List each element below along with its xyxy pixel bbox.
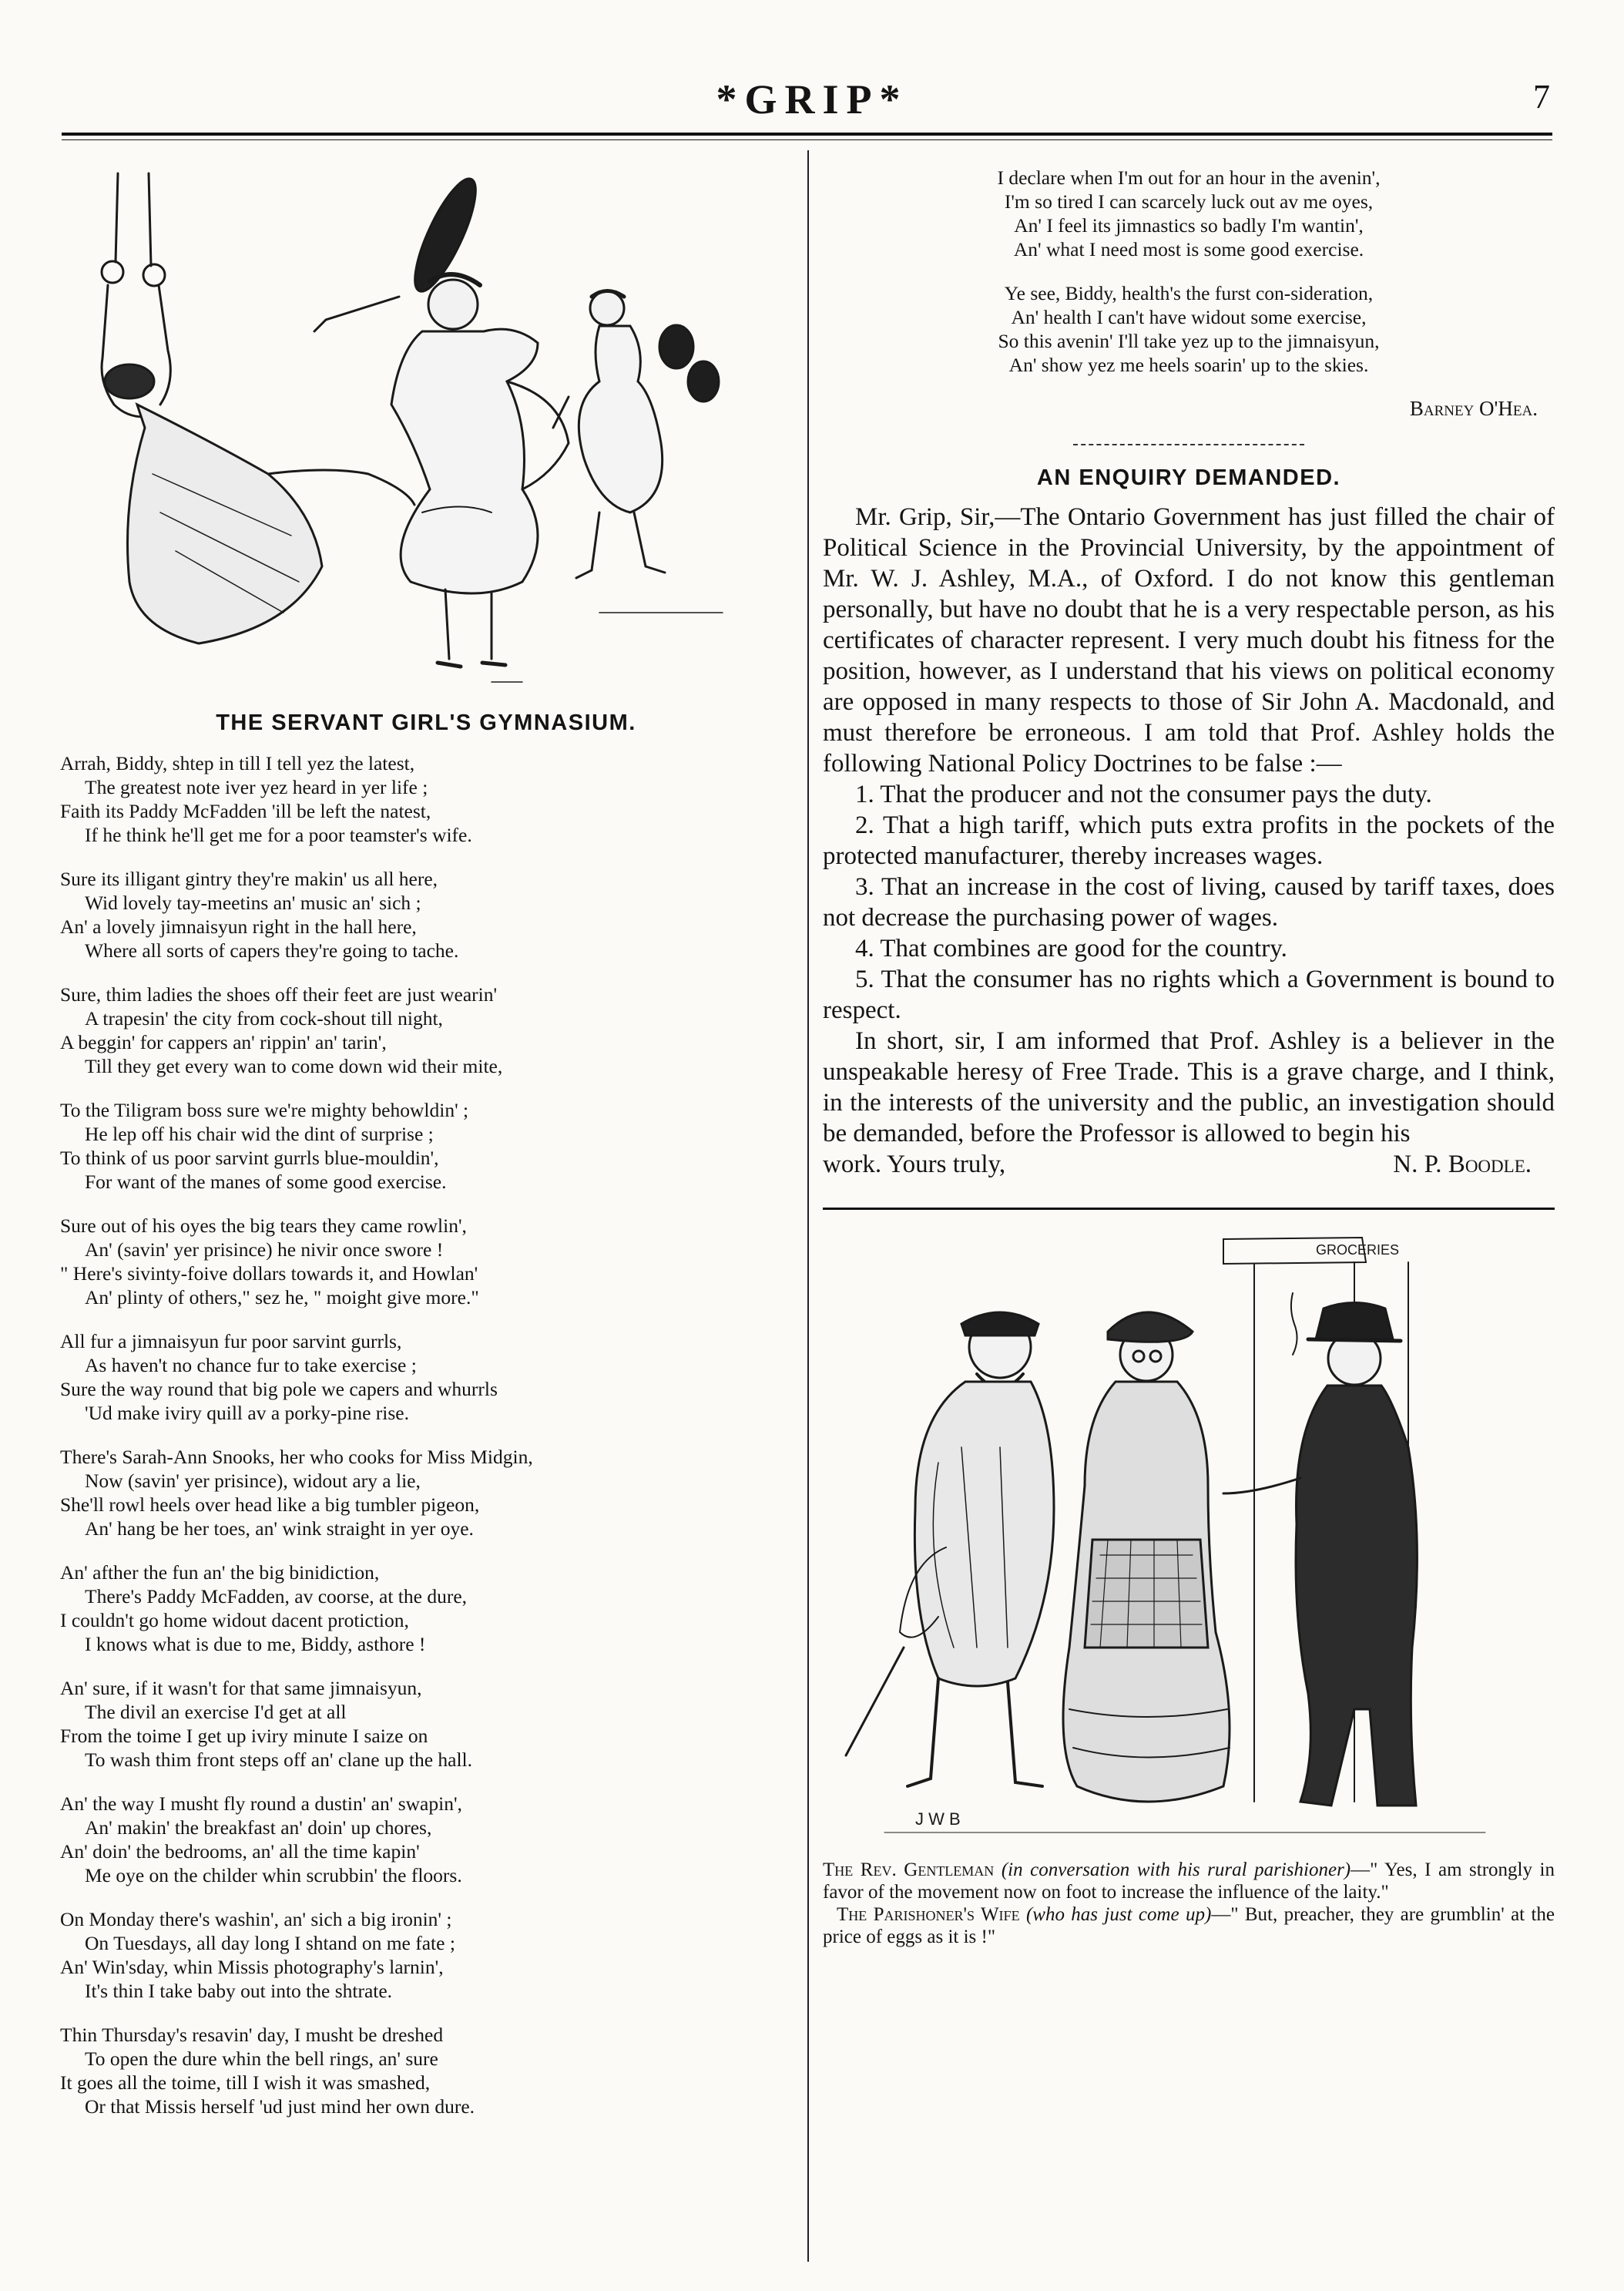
poem-line: To think of us poor sarvint gurrls blue-mouldin', bbox=[60, 1147, 439, 1169]
caption-speaker-2: The Parishoner's Wife bbox=[837, 1904, 1020, 1925]
poem-line: An' hang be her toes, an' wink straight in yer oye. bbox=[85, 1517, 474, 1540]
poem-line: Thin Thursday's resavin' day, I musht be dreshed bbox=[60, 2024, 444, 2046]
shop-sign: GROCERIES bbox=[1316, 1242, 1400, 1258]
poem-line: 'Ud make iviry quill av a porky-pine rise. bbox=[85, 1402, 409, 1424]
poem-line: An' plinty of others," sez he, " moight give more." bbox=[85, 1286, 479, 1308]
poem-line: There's Paddy McFadden, av coorse, at the dure, bbox=[85, 1585, 468, 1607]
poem-line: " Here's sivinty-foive dollars towards it, and Howlan' bbox=[60, 1262, 478, 1285]
header-rule-thick bbox=[62, 133, 1552, 136]
article-item: 3. That an increase in the cost of living, caused by tariff taxes, does not decrease the purchasing power of wages. bbox=[823, 873, 1555, 932]
poem-line: An' show yez me heels soarin' up to the skies. bbox=[1008, 354, 1369, 376]
poem-line: The divil an exercise I'd get at all bbox=[85, 1701, 347, 1723]
cartoon-rule bbox=[823, 1208, 1555, 1210]
poem-line: I'm so tired I can scarcely luck out av me oyes, bbox=[1004, 190, 1374, 213]
poem-line: Wid lovely tay-meetins an' music an' sich ; bbox=[85, 892, 421, 914]
article-signoff bbox=[823, 1149, 1555, 1180]
poem-line: An' doin' the bedrooms, an' all the time kapin' bbox=[60, 1840, 420, 1863]
poem-line: Or that Missis herself 'ud just mind her own dure. bbox=[85, 2095, 475, 2118]
caption-paragraph-1 bbox=[823, 1859, 1555, 1903]
poem-line: So this avenin' I'll take yez up to the jimnaisyun, bbox=[998, 330, 1380, 352]
article-item: 1. That the producer and not the consumer pays the duty. bbox=[855, 781, 1432, 808]
page-number: 7 bbox=[1533, 78, 1550, 116]
column-divider bbox=[807, 150, 809, 2262]
poem-line: All fur a jimnaisyun fur poor sarvint gurrls, bbox=[60, 1330, 402, 1352]
caption-aside-2: (who has just come up) bbox=[1025, 1904, 1212, 1925]
poem-line: As haven't no chance fur to take exercise ; bbox=[85, 1354, 417, 1376]
poem-stanza bbox=[60, 983, 792, 1078]
poem-line: I declare when I'm out for an hour in the avenin', bbox=[997, 166, 1381, 189]
poem-line: Sure its illigant gintry they're makin' us all here, bbox=[60, 868, 438, 890]
article-item: 4. That combines are good for the country. bbox=[855, 935, 1287, 962]
cartoon-caption bbox=[823, 1859, 1555, 1948]
poem-line: It goes all the toime, till I wish it was smashed, bbox=[60, 2071, 431, 2094]
poem-line: A beggin' for cappers an' rippin' an' tarin', bbox=[60, 1031, 387, 1053]
gymnasium-illustration bbox=[60, 150, 792, 701]
poem-line: An' afther the fun an' the big binidiction, bbox=[60, 1561, 380, 1584]
poem-body bbox=[60, 751, 792, 2118]
poem-line: An' I feel its jimnastics so badly I'm wantin', bbox=[1014, 214, 1364, 237]
signoff-text: work. Yours truly, bbox=[823, 1151, 1006, 1178]
poem-line: Me oye on the childer whin scrubbin' the floors. bbox=[85, 1864, 462, 1886]
poem-line: Faith its Paddy McFadden 'ill be left the natest, bbox=[60, 800, 431, 822]
poem-line: An' what I need most is some good exercise. bbox=[1013, 238, 1364, 260]
poem-line: To open the dure whin the bell rings, an' sure bbox=[85, 2047, 438, 2070]
article-items bbox=[823, 779, 1555, 1026]
poem-continuation bbox=[823, 150, 1555, 377]
poem-line: There's Sarah-Ann Snooks, her who cooks for Miss Midgin, bbox=[60, 1446, 533, 1468]
poem-line: Sure the way round that big pole we capers and whurrls bbox=[60, 1378, 498, 1400]
poem-line: Sure out of his oyes the big tears they came rowlin', bbox=[60, 1214, 467, 1237]
poem-line: On Monday there's washin', an' sich a big ironin' ; bbox=[60, 1908, 452, 1930]
poem-line: Now (savin' yer prisince), widout ary a lie, bbox=[85, 1470, 421, 1492]
poem-line: Where all sorts of capers they're going to tache. bbox=[85, 939, 459, 962]
poem-line: For want of the manes of some good exercise. bbox=[85, 1171, 447, 1193]
masthead: *GRIP* bbox=[716, 76, 908, 123]
poem-stanza bbox=[60, 867, 792, 962]
poem-line: A trapesin' the city from cock-shout till night, bbox=[85, 1007, 443, 1030]
poem-stanza bbox=[60, 1560, 792, 1656]
poem-line: Till they get every wan to come down wid their mite, bbox=[85, 1055, 503, 1077]
poem-line: Ye see, Biddy, health's the furst con-sideration, bbox=[1004, 282, 1374, 304]
section-separator bbox=[1073, 444, 1304, 445]
poem-line: An' Win'sday, whin Missis photography's larnin', bbox=[60, 1956, 444, 1978]
poem-line: He lep off his chair wid the dint of surprise ; bbox=[85, 1123, 434, 1145]
poem-stanza bbox=[60, 1098, 792, 1194]
poem-stanza bbox=[60, 1676, 792, 1772]
article-item: 2. That a high tariff, which puts extra profits in the pockets of the protected manufacturer, thereby increases wages. bbox=[823, 811, 1555, 870]
poem-title: THE SERVANT GIRL'S GYMNASIUM. bbox=[216, 710, 636, 735]
poem-stanza bbox=[60, 1792, 792, 1887]
poem-line: To the Tiligram boss sure we're mighty behowldin' ; bbox=[60, 1099, 469, 1121]
cartoon-illustration bbox=[823, 1216, 1555, 1848]
poem-line: I knows what is due to me, Biddy, asthore ! bbox=[85, 1633, 426, 1655]
poem-line: To wash thim front steps off an' clane up the hall. bbox=[85, 1748, 473, 1771]
artist-mark: J W B bbox=[915, 1809, 961, 1829]
poem-stanza bbox=[823, 166, 1555, 261]
caption-aside-1: (in conversation with his rural parishioner) bbox=[1001, 1859, 1351, 1880]
article-author: N. P. Boodle. bbox=[1393, 1151, 1532, 1178]
poem-line: From the toime I get up iviry minute I saize on bbox=[60, 1725, 428, 1747]
page-header bbox=[0, 0, 1624, 135]
poem-stanza bbox=[60, 1445, 792, 1540]
caption-paragraph-2 bbox=[823, 1903, 1555, 1948]
left-column bbox=[60, 150, 792, 2138]
poem-line: I couldn't go home widout dacent protiction, bbox=[60, 1609, 409, 1631]
poem-stanza bbox=[823, 281, 1555, 377]
poem-line: She'll rowl heels over head like a big tumbler pigeon, bbox=[60, 1493, 480, 1516]
caption-speaker-1: The Rev. Gentleman bbox=[823, 1859, 995, 1880]
poem-line: It's thin I take baby out into the shtrate. bbox=[85, 1980, 393, 2002]
caption-quote-1: —" Yes, I am strongly in favor of the movement now on foot to increase the influence of the laity." bbox=[823, 1859, 1555, 1903]
poem-line: An' (savin' yer prisince) he nivir once swore ! bbox=[85, 1238, 444, 1261]
poem-line: An' sure, if it wasn't for that same jimnaisyun, bbox=[60, 1677, 422, 1699]
article-item: 5. That the consumer has no rights which a Government is bound to respect. bbox=[823, 966, 1555, 1024]
gymnasium-drawing bbox=[60, 150, 792, 701]
poem-line: Arrah, Biddy, shtep in till I tell yez the latest, bbox=[60, 752, 415, 774]
poem-line: An' a lovely jimnaisyun right in the hall here, bbox=[60, 915, 417, 938]
poem-signature: Barney O'Hea. bbox=[1409, 397, 1538, 420]
poem-line: An' health I can't have widout some exercise, bbox=[1011, 306, 1367, 328]
article-enquiry bbox=[823, 465, 1555, 1180]
cartoon-drawing bbox=[823, 1216, 1555, 1848]
poem-line: If he think he'll get me for a poor teamster's wife. bbox=[85, 824, 472, 846]
poem-line: Sure, thim ladies the shoes off their feet are just wearin' bbox=[60, 983, 498, 1006]
poem-stanza bbox=[60, 1214, 792, 1309]
poem-line: On Tuesdays, all day long I shtand on me fate ; bbox=[85, 1932, 455, 1954]
article-closing: In short, sir, I am informed that Prof. Ashley is a believer in the unspeakable heresy of Free Trade. This is a grave charge, and I think, in the interests of the university and the public, an investigation should be demanded, before the Professor is allowed to begin his bbox=[823, 1027, 1555, 1147]
poem-line: An' makin' the breakfast an' doin' up chores, bbox=[85, 1816, 432, 1839]
poem-stanza bbox=[60, 2023, 792, 2118]
right-column bbox=[823, 150, 1555, 1948]
article-title: AN ENQUIRY DEMANDED. bbox=[1036, 465, 1341, 490]
caption-quote-2: —" But, preacher, they are grumblin' at the price of eggs as it is !" bbox=[823, 1904, 1555, 1947]
article-intro: Mr. Grip, Sir,—The Ontario Government has just filled the chair of Political Science in the Provincial University, by the appointment of Mr. W. J. Ashley, M.A., of Oxford. I do not know this gentleman personally, but have no doubt that he is a very respectable person, as his certificates of character represent. I very much doubt his fitness for the position, however, as I understand that his views on political economy are opposed in many respects to those of Sir John A. Macdonald, and must therefore be erroneous. I am told that Prof. Ashley holds the following National Policy Doctrines to be false :— bbox=[823, 503, 1555, 778]
poem-line: An' the way I musht fly round a dustin' an' swapin', bbox=[60, 1792, 462, 1815]
poem-line: The greatest note iver yez heard in yer life ; bbox=[85, 776, 428, 798]
poem-stanza bbox=[60, 1329, 792, 1425]
poem-stanza bbox=[60, 1907, 792, 2003]
header-rule-thin bbox=[62, 139, 1552, 140]
poem-stanza bbox=[60, 751, 792, 847]
